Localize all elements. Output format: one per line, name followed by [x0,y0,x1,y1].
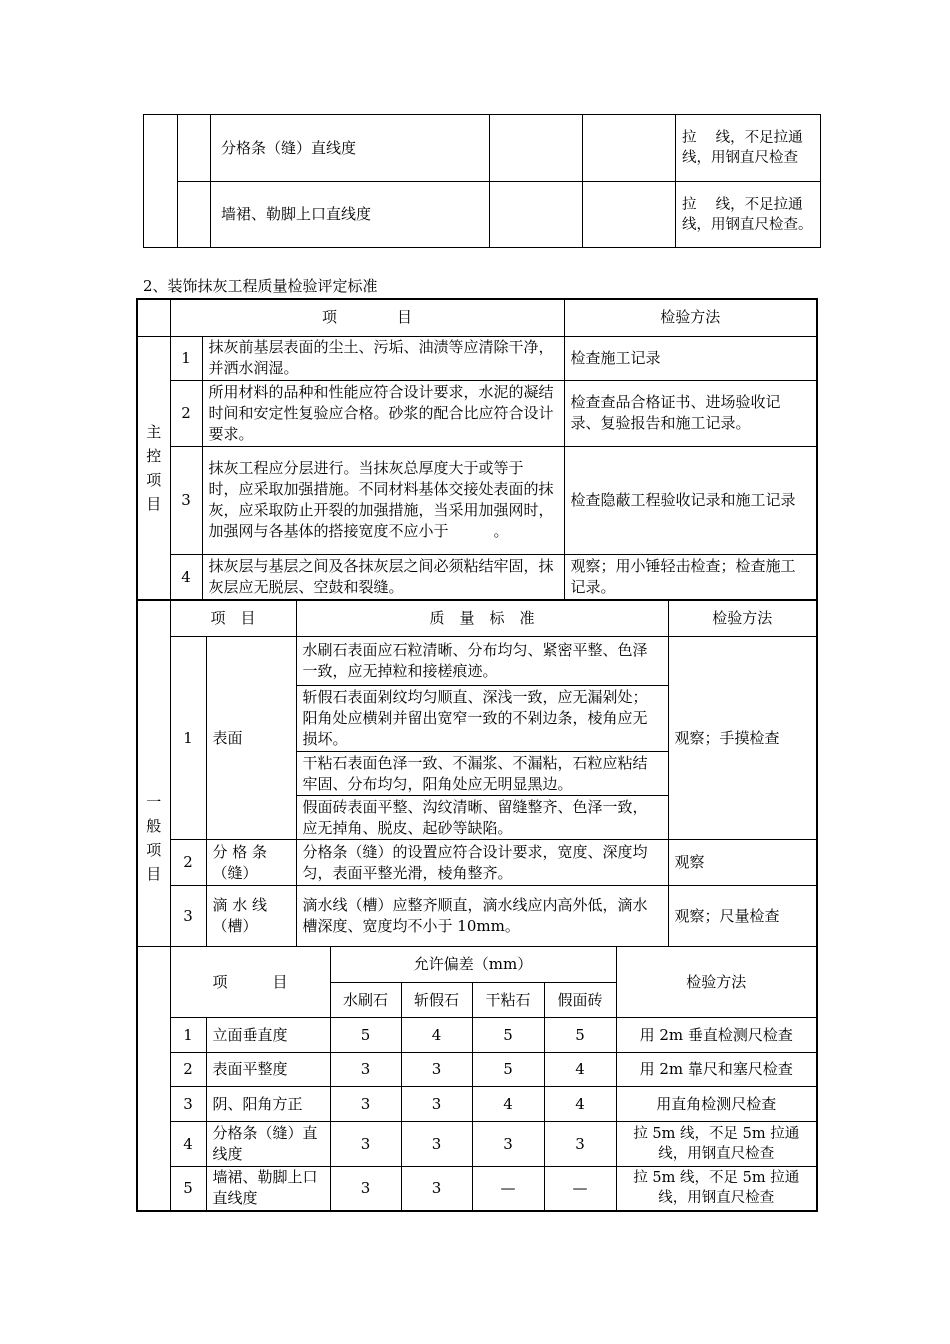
value-cell: 3 [330,1167,401,1211]
empty-cell [490,182,583,248]
column-header-material: 假面砖 [544,983,616,1018]
table-header-row [137,299,817,336]
value-cell: 4 [544,1053,616,1087]
table-row [137,1053,817,1087]
standard-cell: 分格条（缝）的设置应符合设计要求，宽度、深度均匀，表面平整光滑，棱角整齐。 [296,840,668,886]
value-cell: 4 [401,1018,472,1053]
table-row [137,1122,817,1167]
value-cell: 4 [544,1087,616,1122]
table-row [137,886,817,947]
main-control-table [136,298,818,601]
value-cell: 3 [544,1122,616,1167]
value-cell: 5 [472,1053,544,1087]
column-header-method: 检验方法 [564,299,817,336]
value-cell: 3 [401,1167,472,1211]
top-table [143,114,821,248]
item-cell: 滴 水 线（槽） [206,886,296,947]
table-row [137,380,817,446]
method-cell: 用 2m 垂直检测尺检查 [616,1018,817,1053]
tolerance-table [136,946,818,1212]
row-number: 3 [170,1087,206,1122]
value-cell: — [472,1167,544,1211]
table-row [137,637,817,686]
row-number: 1 [170,1018,206,1053]
row-number: 3 [170,446,202,554]
method-cell: 拉 线，不足拉通线，用钢直尺检查 [676,115,821,182]
item-cell: 抹灰工程应分层进行。当抹灰总厚度大于或等于 时，应采取加强措施。不同材料基体交接处表面的抹灰，应采取防止开裂的加强措施，当采用加强网时，加强网与各基体的搭接宽度不应小于 。 [202,446,564,554]
item-cell: 墙裙、勒脚上口直线度 [206,1167,330,1211]
standard-cell: 滴水线（槽）应整齐顺直，滴水线应内高外低，滴水槽深度、宽度均不小于 10mm。 [296,886,668,947]
row-number: 1 [170,637,206,840]
value-cell: 4 [472,1087,544,1122]
row-number: 2 [170,840,206,886]
item-cell: 表面平整度 [206,1053,330,1087]
general-label-continued [137,947,170,1211]
value-cell: 5 [472,1018,544,1053]
item-cell: 立面垂直度 [206,1018,330,1053]
column-header-material: 斩假石 [401,983,472,1018]
method-cell: 拉 5m 线，不足 5m 拉通线，用钢直尺检查 [616,1122,817,1167]
value-cell: — [544,1167,616,1211]
method-cell: 观察；用小锤轻击检查；检查施工记录。 [564,554,817,600]
table-row [144,115,821,182]
empty-cell [144,115,178,248]
method-cell: 观察；尺量检查 [668,886,817,947]
row-number: 1 [170,336,202,380]
item-cell: 分 格 条（缝） [206,840,296,886]
column-header-deviation: 允许偏差（mm） [330,947,616,983]
empty-cell [490,115,583,182]
value-cell: 3 [472,1122,544,1167]
table-row [137,840,817,886]
value-cell: 3 [401,1053,472,1087]
column-header-material: 干粘石 [472,983,544,1018]
empty-cell [583,182,676,248]
value-cell: 3 [401,1087,472,1122]
item-cell: 墙裙、勒脚上口直线度 [211,182,490,248]
column-header-item: 项 目 [170,600,296,637]
row-number: 5 [170,1167,206,1211]
table-row [137,1167,817,1211]
item-cell: 阴、阳角方正 [206,1087,330,1122]
method-cell: 检查施工记录 [564,336,817,380]
section-heading: 2、装饰抹灰工程质量检验评定标准 [143,277,378,295]
column-header-method: 检验方法 [616,947,817,1018]
column-header-item: 项 目 [170,947,330,1018]
standard-cell: 水刷石表面应石粒清晰、分布均匀、紧密平整、色泽一致，应无掉粒和接槎痕迹。 [296,637,668,686]
standard-cell: 干粘石表面色泽一致、不漏浆、不漏粘，石粒应粘结牢固、分布均匀，阳角处应无明显黑边。 [296,752,668,796]
row-number: 4 [170,554,202,600]
empty-cell [178,182,211,248]
row-number: 4 [170,1122,206,1167]
item-cell: 抹灰层与基层之间及各抹灰层之间必须粘结牢固，抹灰层应无脱层、空鼓和裂缝。 [202,554,564,600]
method-cell: 观察；手摸检查 [668,637,817,840]
item-cell: 抹灰前基层表面的尘土、污垢、油渍等应清除干净，并洒水润湿。 [202,336,564,380]
value-cell: 3 [330,1122,401,1167]
main-control-label: 主控项目 [137,336,170,600]
table-header-row [137,600,817,637]
row-number: 2 [170,380,202,446]
column-header-standard: 质 量 标 准 [296,600,668,637]
value-cell: 5 [330,1018,401,1053]
row-number: 3 [170,886,206,947]
method-cell: 观察 [668,840,817,886]
table-row [137,336,817,380]
method-cell: 拉 5m 线，不足 5m 拉通线，用钢直尺检查 [616,1167,817,1211]
table-row [144,182,821,248]
table-row [137,1087,817,1122]
method-cell: 拉 线，不足拉通线，用钢直尺检查。 [676,182,821,248]
general-label: 一般项目 [137,600,170,947]
value-cell: 3 [330,1087,401,1122]
empty-cell [137,299,170,336]
column-header-method: 检验方法 [668,600,817,637]
table-row [137,554,817,600]
column-header-material: 水刷石 [330,983,401,1018]
method-cell: 用 2m 靠尺和塞尺检查 [616,1053,817,1087]
value-cell: 3 [401,1122,472,1167]
item-cell: 分格条（缝）直线度 [206,1122,330,1167]
method-cell: 用直角检测尺检查 [616,1087,817,1122]
item-cell: 所用材料的品种和性能应符合设计要求，水泥的凝结时间和安定性复验应合格。砂浆的配合比应符合设计要求。 [202,380,564,446]
row-number: 2 [170,1053,206,1087]
method-cell: 检查隐蔽工程验收记录和施工记录 [564,446,817,554]
standard-cell: 斩假石表面剁纹均匀顺直、深浅一致，应无漏剁处；阳角处应横剁并留出宽窄一致的不剁边条，棱角应无损坏。 [296,686,668,752]
empty-cell [178,115,211,182]
table-row [137,446,817,554]
item-cell: 分格条（缝）直线度 [211,115,490,182]
empty-cell [583,115,676,182]
standard-cell: 假面砖表面平整、沟纹清晰、留缝整齐、色泽一致，应无掉角、脱皮、起砂等缺陷。 [296,796,668,840]
table-row [137,1018,817,1053]
item-cell: 表面 [206,637,296,840]
column-header-item: 项 目 [170,299,564,336]
value-cell: 3 [330,1053,401,1087]
general-table [136,599,818,947]
value-cell: 5 [544,1018,616,1053]
table-header-row [137,947,817,983]
method-cell: 检查查品合格证书、进场验收记录、复验报告和施工记录。 [564,380,817,446]
